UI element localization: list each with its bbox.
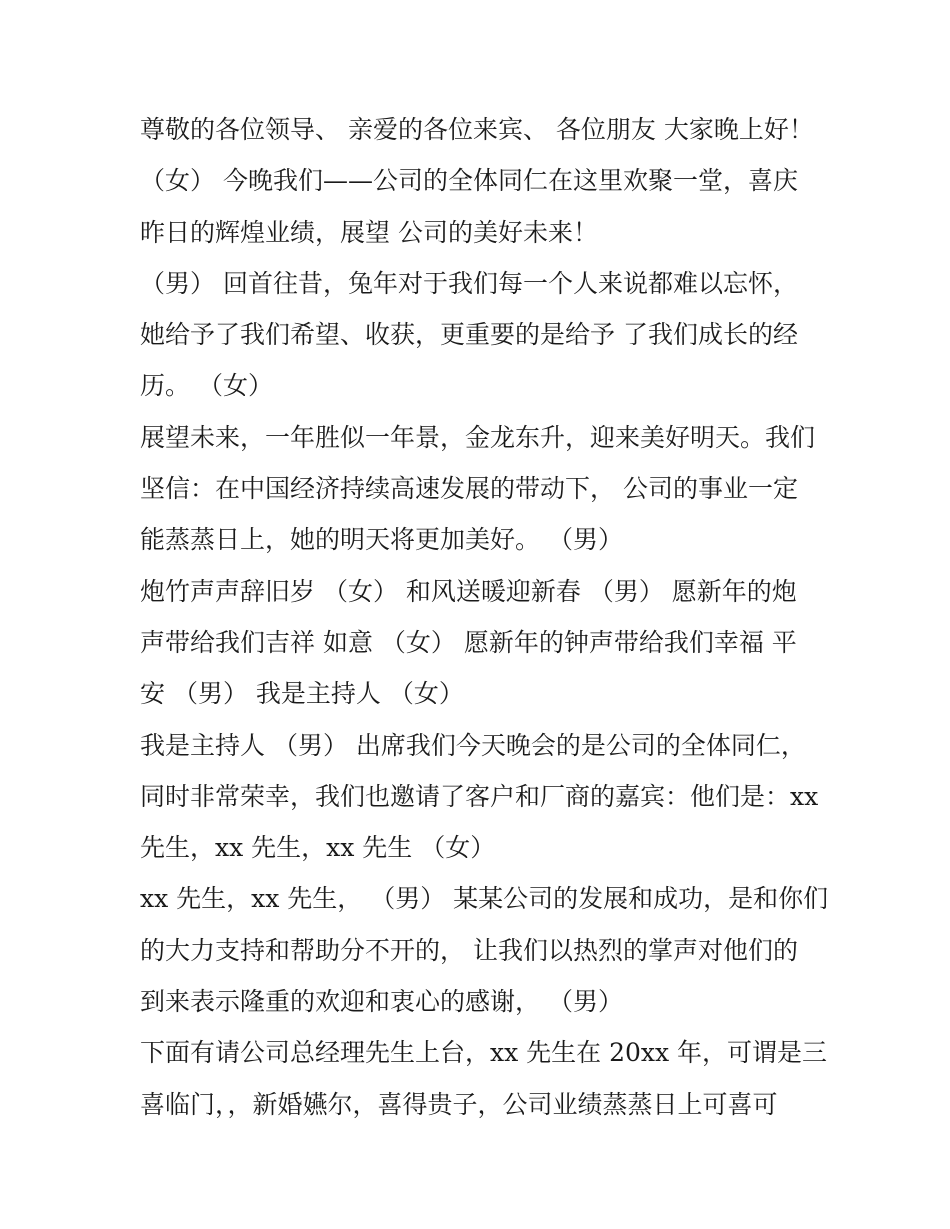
text-line: 她给予了我们希望、收获，更重要的是给予 了我们成长的经 [140, 320, 798, 350]
text-line: 昨日的辉煌业绩，展望 公司的美好未来！ [140, 217, 598, 247]
text-line: 先生，xx 先生，xx 先生 （女） [140, 833, 496, 863]
document-body [140, 104, 830, 1130]
text-line: 历。 （女） [140, 371, 273, 401]
text-line: （男） 回首往昔，兔年对于我们每一个人来说都难以忘怀， [140, 268, 798, 298]
text-line: 喜临门，，新婚嬿尔，喜得贵子，公司业绩蒸蒸日上可喜可 [140, 1089, 778, 1119]
text-line: xx 先生，xx 先生， （男） 某某公司的发展和成功，是和你们 [140, 884, 829, 914]
text-line: 同时非常荣幸，我们也邀请了客户和厂商的嘉宾：他们是：xx [140, 781, 819, 811]
text-line: 到来表示隆重的欢迎和衷心的感谢， （男） [140, 987, 623, 1017]
text-line: 我是主持人 （男） 出席我们今天晚会的是公司的全体同仁， [140, 730, 806, 760]
text-line: 能蒸蒸日上，她的明天将更加美好。 （男） [140, 525, 623, 555]
text-line: 的大力支持和帮助分不开的， 让我们以热烈的掌声对他们的 [140, 935, 798, 965]
text-line: 安 （男） 我是主持人 （女） [140, 679, 464, 709]
text-line: 展望未来，一年胜似一年景，金龙东升，迎来美好明天。我们 [140, 422, 816, 452]
text-line: 坚信：在中国经济持续高速发展的带动下， 公司的事业一定 [140, 474, 798, 504]
text-line: 下面有请公司总经理先生上台，xx 先生在 20xx 年，可谓是三 [140, 1038, 828, 1068]
text-line: 炮竹声声辞旧岁 （女） 和风送暖迎新春 （男） 愿新年的炮 [140, 576, 797, 606]
text-line: 尊敬的各位领导、 亲爱的各位来宾、 各位朋友 大家晚上好！ [140, 115, 814, 144]
text-line: （女） 今晚我们——公司的全体同仁在这里欢聚一堂，喜庆 [140, 166, 798, 196]
text-line: 声带给我们吉祥 如意 （女） 愿新年的钟声带给我们幸福 平 [140, 627, 797, 657]
